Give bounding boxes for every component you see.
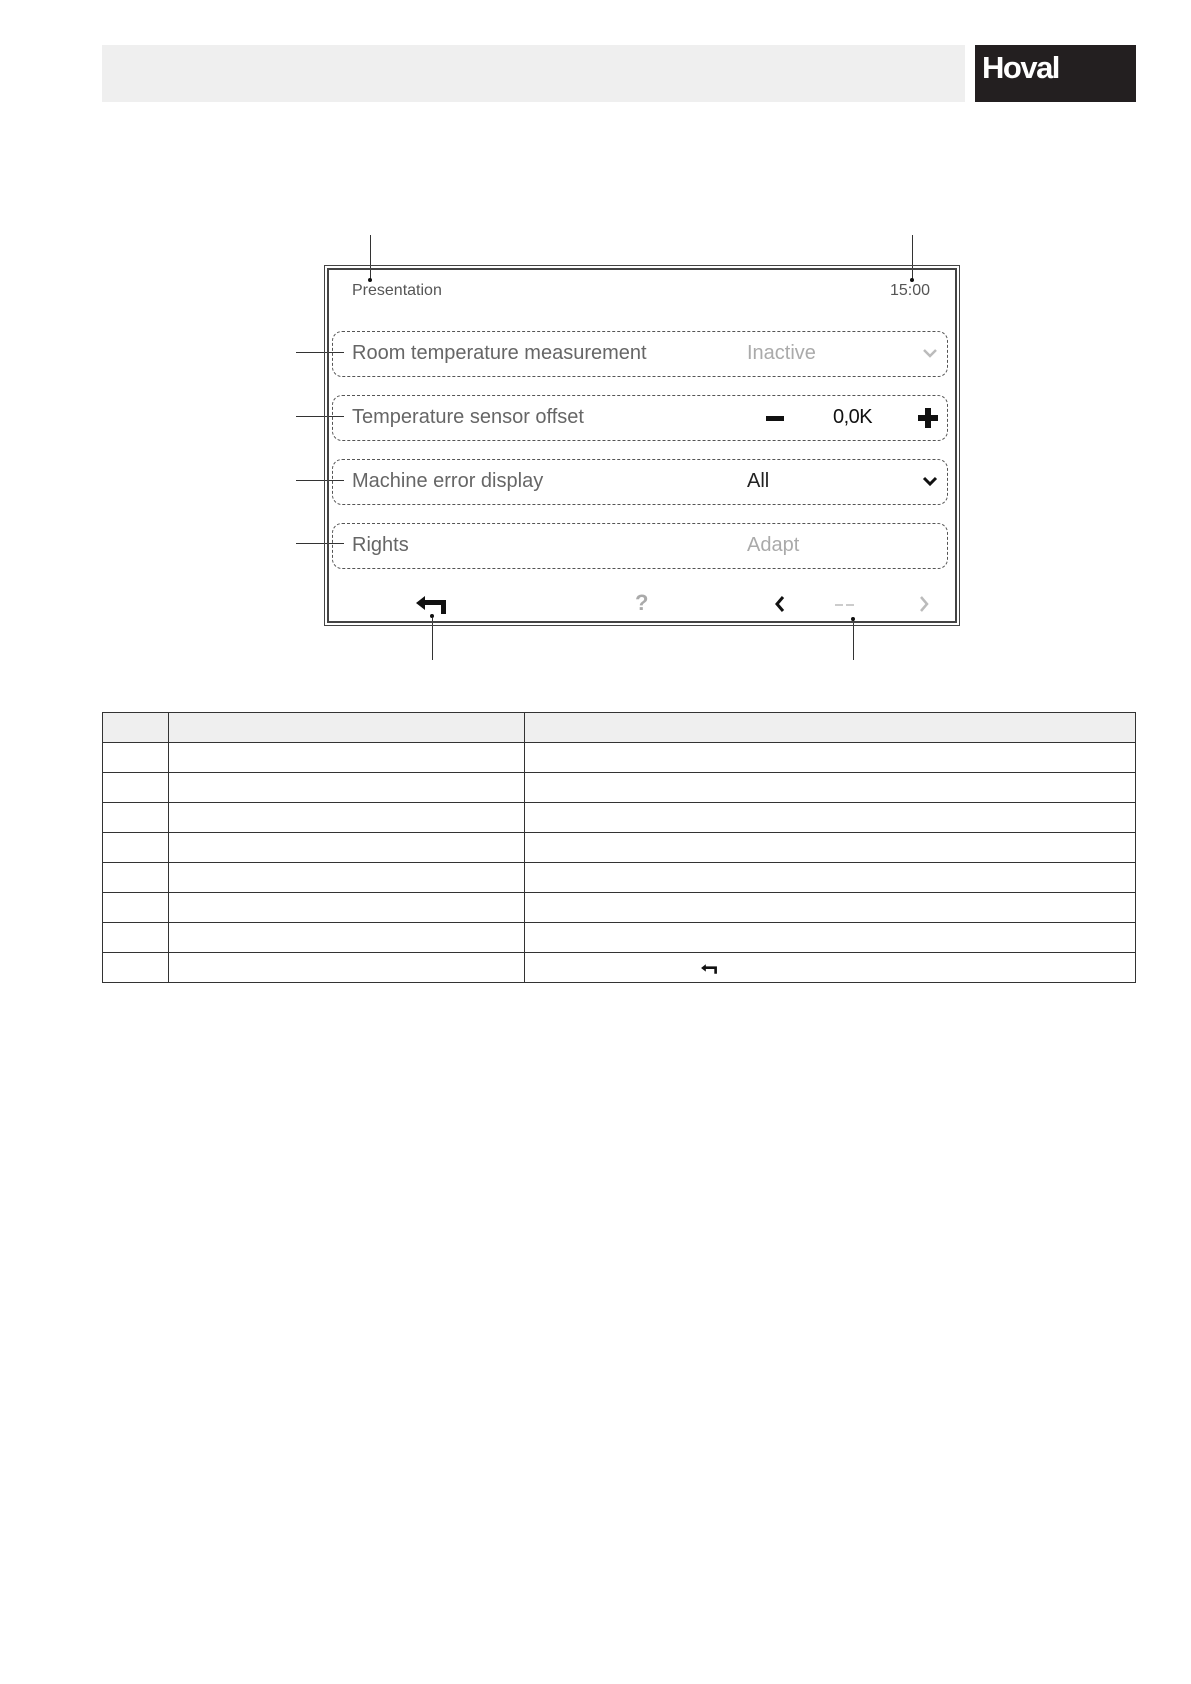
table-cell: [169, 743, 525, 773]
device-screen: [327, 268, 957, 623]
table-cell: [525, 803, 1136, 833]
setting-label: Machine error display: [352, 470, 544, 492]
back-arrow-icon: [700, 963, 718, 975]
table-cell: [103, 863, 169, 893]
minus-icon[interactable]: [766, 416, 784, 421]
table-header-cell: [525, 713, 1136, 743]
table-cell: [525, 953, 1136, 983]
table-cell: [525, 743, 1136, 773]
table-cell: [525, 923, 1136, 953]
setting-value: All: [747, 470, 770, 492]
setting-value: Inactive: [747, 342, 816, 364]
table-cell: [169, 863, 525, 893]
setting-row-room-temperature[interactable]: [332, 331, 948, 377]
table-cell: [169, 833, 525, 863]
table-cell: [169, 893, 525, 923]
table-row: [103, 743, 1136, 773]
help-icon[interactable]: ?: [635, 590, 649, 615]
chevron-right-icon[interactable]: [917, 594, 931, 614]
table-header-cell: [103, 713, 169, 743]
chevron-down-icon[interactable]: [922, 347, 938, 359]
setting-row-rights[interactable]: [332, 523, 948, 569]
hoval-logo: [975, 45, 1136, 102]
table-cell: [103, 743, 169, 773]
table-cell: [103, 953, 169, 983]
setting-label: Rights: [352, 534, 409, 556]
table-cell: [169, 773, 525, 803]
page-header-bar: [102, 45, 965, 102]
setting-value: Adapt: [747, 534, 800, 556]
table-header-row: [103, 713, 1136, 743]
table-row: [103, 773, 1136, 803]
page-indicator: [835, 593, 867, 596]
table-row: [103, 923, 1136, 953]
screen-title: Presentation: [352, 282, 442, 299]
table-cell: [103, 893, 169, 923]
table-cell: [103, 773, 169, 803]
table-row: [103, 893, 1136, 923]
logo-text: Hoval: [982, 50, 1059, 85]
table-cell: [169, 803, 525, 833]
table-cell: [525, 893, 1136, 923]
table-row: [103, 833, 1136, 863]
chevron-down-icon[interactable]: [922, 475, 938, 487]
table-cell: [169, 923, 525, 953]
table-row: [103, 803, 1136, 833]
setting-label: Temperature sensor offset: [352, 406, 584, 428]
table-row: [103, 863, 1136, 893]
table-cell: [525, 863, 1136, 893]
table-cell: [103, 803, 169, 833]
offset-value: 0,0K: [833, 406, 873, 428]
back-arrow-icon[interactable]: [414, 594, 448, 616]
setting-label: Room temperature measurement: [352, 342, 647, 364]
legend-table: [102, 712, 1136, 983]
chevron-left-icon[interactable]: [773, 594, 787, 614]
table-cell: [525, 833, 1136, 863]
plus-icon[interactable]: [918, 408, 938, 428]
table-row: [103, 953, 1136, 983]
table-cell: [103, 923, 169, 953]
screen-time: 15:00: [890, 282, 931, 299]
table-cell: [525, 773, 1136, 803]
table-cell: [103, 833, 169, 863]
table-cell: [169, 953, 525, 983]
setting-row-sensor-offset: [332, 395, 948, 441]
callout-line-pager: [853, 620, 854, 660]
setting-row-machine-error[interactable]: [332, 459, 948, 505]
table-header-cell: [169, 713, 525, 743]
